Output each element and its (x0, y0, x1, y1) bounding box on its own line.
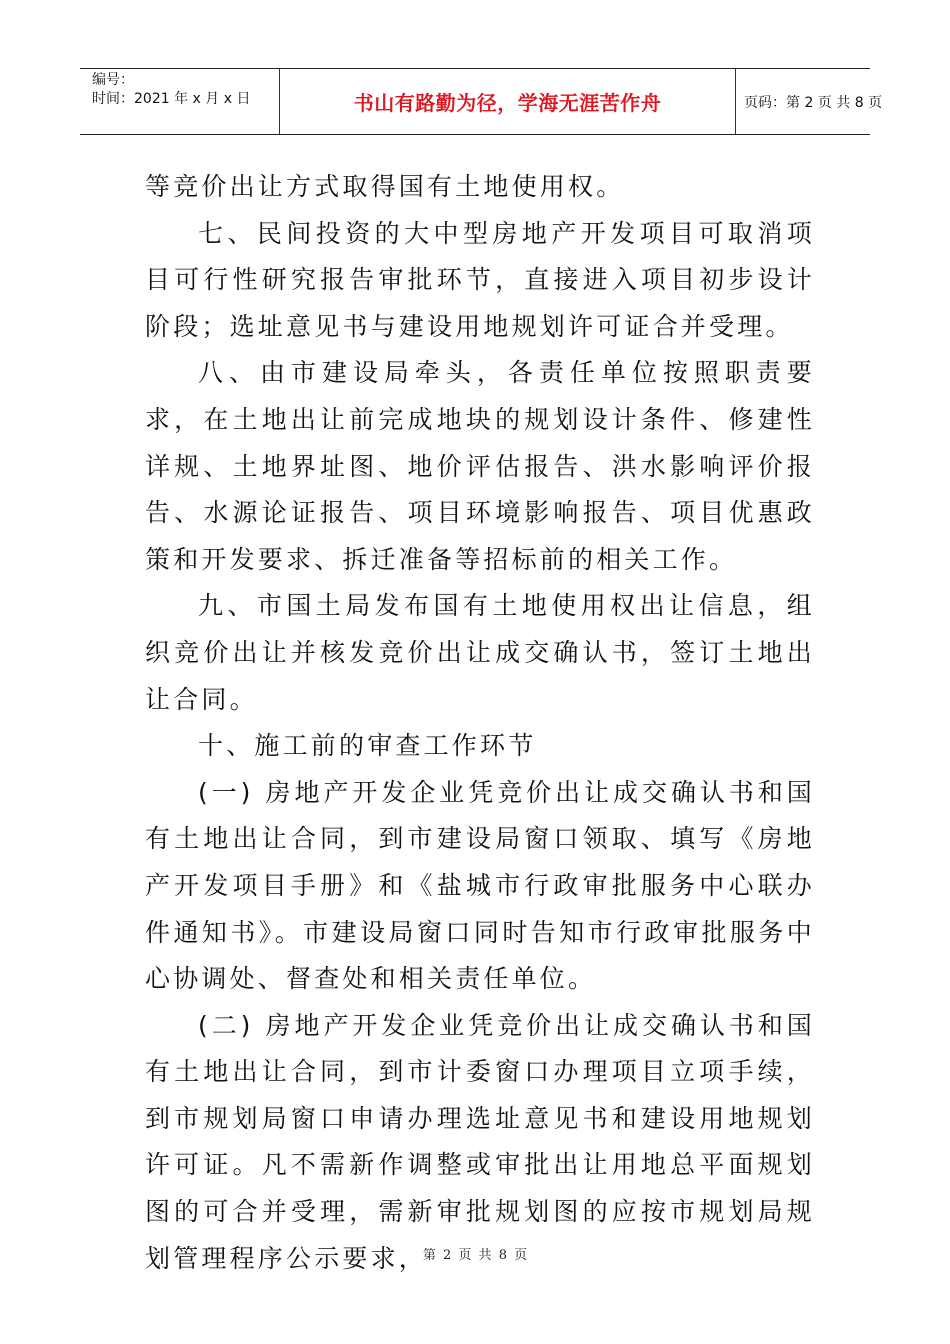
paragraph-sub-2: (二) 房地产开发企业凭竞价出让成交确认书和国有土地出让合同，到市计委窗口办理项目立项手续，到市规划局窗口申请办理选址意见书和建设用地规划许可证。凡不需新作调整或审批出让用地总平面规划图的可合并受理，需新审批规划图的应按市规划局规划管理程序公示要求， (145, 1010, 815, 1273)
header-motto-cell (280, 69, 736, 134)
header-page-info (736, 69, 883, 134)
paragraph-item-7: 七、民间投资的大中型房地产开发项目可取消项目可行性研究报告审批环节，直接进入项目初步设计阶段；选址意见书与建设用地规划许可证合并受理。 (145, 218, 815, 341)
document-number-label: 编号： (92, 72, 134, 88)
document-date: 时间：2021 年 x 月 x 日 (92, 91, 251, 107)
page-number-info: 页码：第 2 页 共 8 页 (744, 94, 883, 111)
header-motto: 书山有路勤为径，学海无涯苦作舟 (353, 91, 662, 115)
paragraph-sub-1: (一) 房地产开发企业凭竞价出让成交确认书和国有土地出让合同，到市建设局窗口领取、填写《房地产开发项目手册》和《盐城市行政审批服务中心联办件通知书》。市建设局窗口同时告知市行政审批服务中心协调处、督查处和相关责任单位。 (145, 777, 815, 994)
paragraph-item-10-heading: 十、施工前的审查工作环节 (198, 731, 537, 761)
page-header (80, 68, 883, 135)
page-footer: 第 2 页 共 8 页 (422, 1248, 528, 1263)
paragraph-item-9: 九、市国土局发布国有土地使用权出让信息，组织竞价出让并核发竞价出让成交确认书，签订土地出让合同。 (145, 591, 815, 714)
paragraph-item-8: 八、由市建设局牵头，各责任单位按照职责要求，在土地出让前完成地块的规划设计条件、修建性详规、土地界址图、地价评估报告、洪水影响评价报告、水源论证报告、项目环境影响报告、项目优惠政策和开发要求、拆迁准备等招标前的相关工作。 (145, 358, 815, 574)
header-meta (80, 69, 280, 134)
paragraph-continuation: 等竞价出让方式取得国有土地使用权。 (145, 172, 625, 201)
document-body (145, 164, 815, 1282)
